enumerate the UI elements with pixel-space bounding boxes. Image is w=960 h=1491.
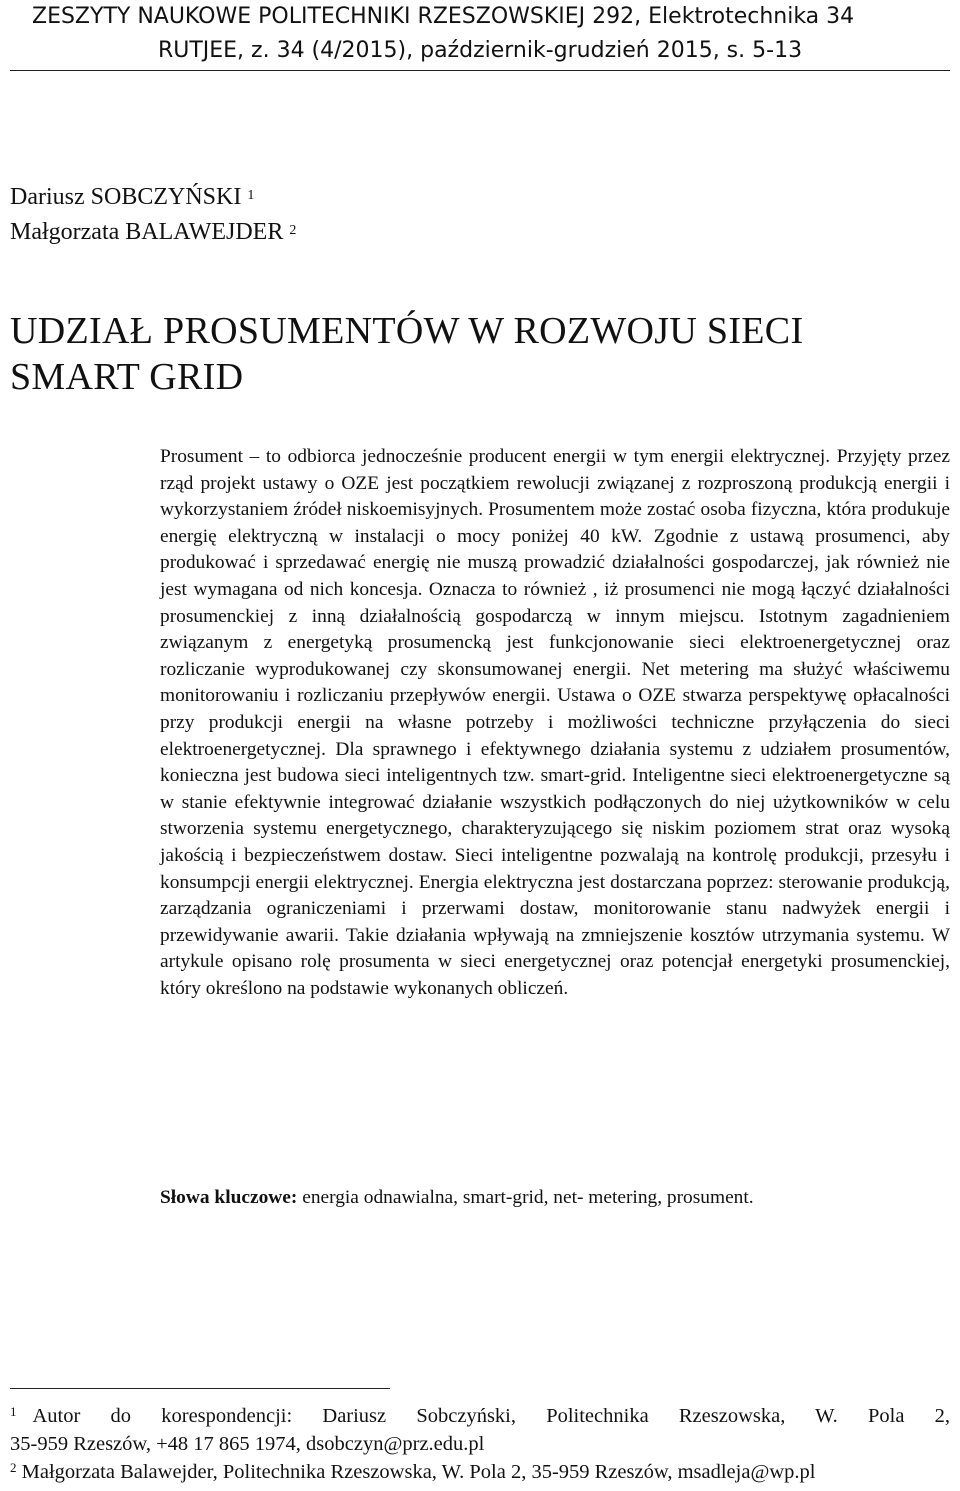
journal-issue: RUTJEE, z. 34 (4/2015), październik-grudzień 2015, s. 5-13 [10, 34, 950, 71]
footnote-text: Autor do korespondencji: Dariusz Sobczyński, Politechnika Rzeszowska, W. Pola 2, [32, 1405, 950, 1427]
footnote-text: Małgorzata Balawejder, Politechnika Rzeszowska, W. Pola 2, 35-959 Rzeszów, msadleja@wp.pl [21, 1461, 816, 1483]
footnote-divider [10, 1388, 390, 1389]
footnote-1 [10, 1402, 950, 1430]
footnotes [10, 1402, 950, 1486]
abstract: Prosument – to odbiorca jednocześnie producent energii w tym energii elektrycznej. Przyjęty przez rząd projekt ustawy o OZE jest początkiem rewolucji związanej z rozproszoną produkcją energii i wykorzystaniem źródeł niskoemisyjnych. Prosumentem może zostać osoba fizyczna, która produkuje energię elektryczną w instalacji o mocy poniżej 40 kW. Zgodnie z ustawą prosumenci, aby produkować i sprzedawać energię nie muszą prowadzić działalności gospodarczej, jak również nie jest wymagana od nich koncesja. Oznacza to również , iż prosumenci nie mogą łączyć działalności prosumenckiej z inną działalnością gospodarczą w innym miejscu. Istotnym zagadnieniem związanym z energetyką prosumencką jest funkcjonowanie sieci elektroenergetycznej oraz rozliczanie wyprodukowanej czy skonsumowanej energii. Net metering ma służyć właściwemu monitorowaniu i rozliczaniu przepływów energii. Ustawa o OZE stwarza perspektywę opłacalności przy produkcji energii na własne potrzeby i możliwości techniczne przyłączenia do sieci elektroenergetycznej. Dla sprawnego i efektywnego działania systemu z udziałem prosumentów, konieczna jest budowa sieci inteligentnych tzw. smart-grid. Inteligentne sieci elektroenergetyczne są w stanie efektywnie integrować działanie wszystkich podłączonych do niej użytkowników w celu stworzenia systemu energetycznego, charakteryzującego się niskim poziomem strat oraz wysoką jakością i bezpieczeństwem dostaw. Sieci inteligentne pozwalają na kontrolę produkcji, przesyłu i konsumpcji energii elektrycznej. Energia elektryczna jest dostarczana poprzez: sterowanie produkcją, zarządzania ograniczeniami i przerwami dostaw, monitorowanie stanu nadwyżek energii i przewidywanie awarii. Takie działania wpływają na zmniejszenie kosztów utrzymania systemu. W artykule opisano rolę prosumenta w sieci energetycznej oraz potencjał energetyki prosumenckiej, który określono na podstawie wykonanych obliczeń. [160, 446, 950, 999]
journal-header [10, 0, 950, 71]
author-list [10, 180, 296, 250]
author-name: Dariusz SOBCZYŃSKI [10, 184, 242, 210]
footnote-2 [10, 1458, 950, 1486]
footnote-mark: 2 [10, 1460, 17, 1475]
footnote-mark: 1 [10, 1404, 17, 1419]
title-line-1: UDZIAŁ PROSUMENTÓW W ROZWOJU SIECI [10, 310, 804, 352]
title-line-2: SMART GRID [10, 356, 244, 398]
keywords-list: energia odnawialna, smart-grid, net- metering, prosument. [297, 1187, 754, 1208]
author-2 [10, 215, 296, 250]
keywords-label: Słowa kluczowe: [160, 1187, 298, 1208]
author-name: Małgorzata BALAWEJDER [10, 219, 284, 245]
author-1 [10, 180, 296, 215]
affiliation-mark: 1 [247, 188, 255, 203]
footnote-1-continued: 35-959 Rzeszów, +48 17 865 1974, dsobczyn@prz.edu.pl [10, 1433, 485, 1455]
journal-name: ZESZYTY NAUKOWE POLITECHNIKI RZESZOWSKIEJ 292, Elektrotechnika 34 [32, 4, 855, 29]
paper-title [10, 308, 930, 400]
affiliation-mark: 2 [289, 223, 297, 238]
keywords [160, 1184, 950, 1211]
